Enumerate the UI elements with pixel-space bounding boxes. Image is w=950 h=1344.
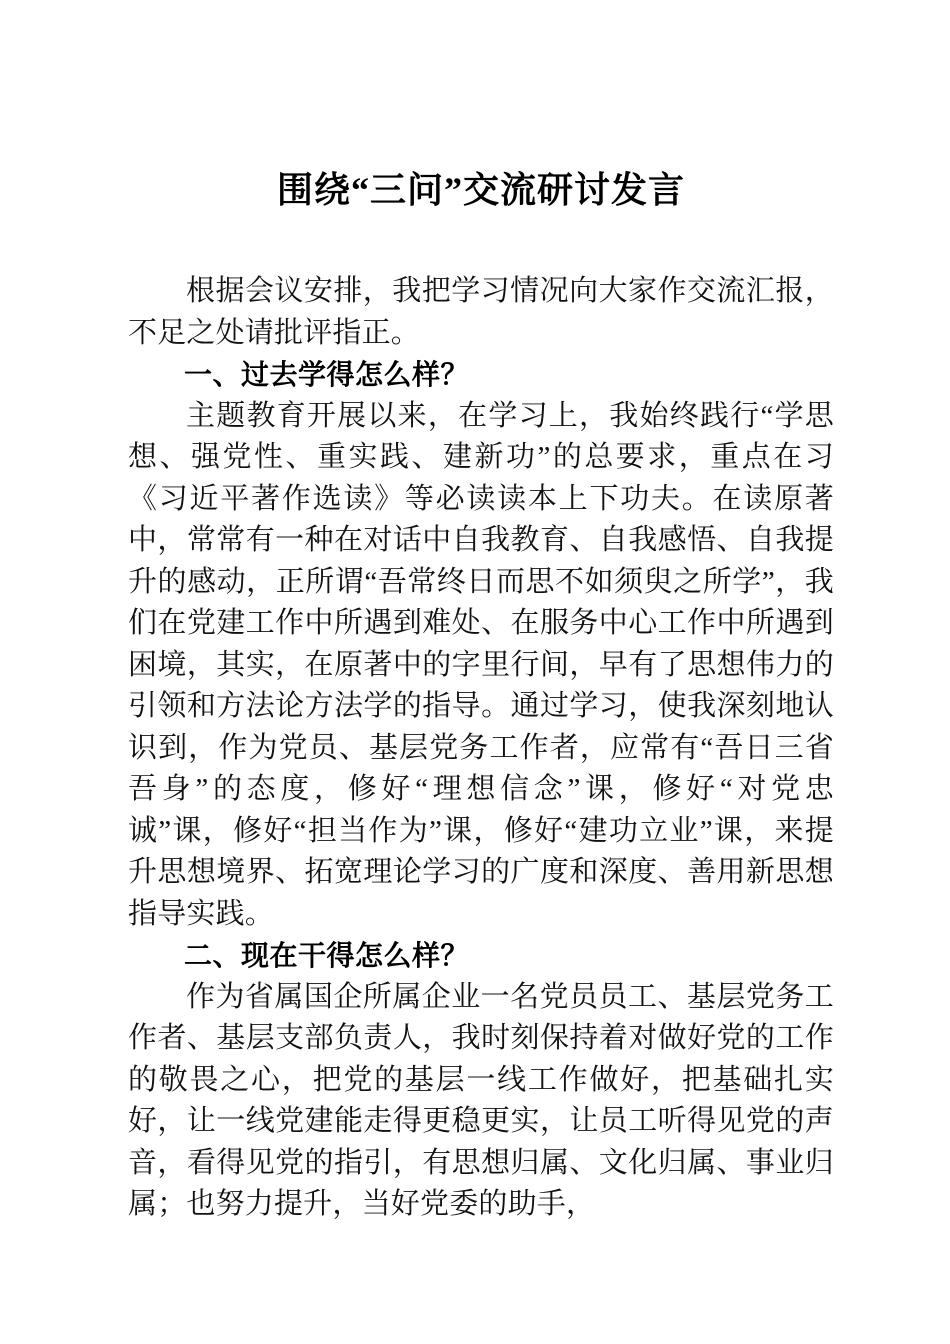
section-one-paragraph: 主题教育开展以来，在学习上，我始终践行“学思想、强党性、重实践、建新功”的总要求，重点在习《习近平著作选读》等必读读本上下功夫。在读原著中，常常有一种在对话中自我教育、自我感悟、自我提升的感动，正所谓“吾常终日而思不如须臾之所学”，我们在党建工作中所遇到难处、在服务中心工作中所遇到困境，其实，在原著中的字里行间，早有了思想伟力的引领和方法论方法学的指导。通过学习，使我深刻地认识到，作为党员、基层党务工作者，应常有“吾日三省吾身”的态度，修好“理想信念”课，修好“对党忠诚”课，修好“担当作为”课，修好“建功立业”课，来提升思想境界、拓宽理论学习的广度和深度、善用新思想指导实践。	[128, 399, 834, 930]
document-content	[128, 0, 834, 1226]
section-heading-one: 一、过去学得怎么样？	[184, 359, 470, 390]
intro-paragraph: 根据会议安排，我把学习情况向大家作交流汇报，不足之处请批评指正。	[128, 275, 834, 349]
page-title: 围绕“三问”交流研讨发言	[276, 170, 685, 210]
section-heading-two: 二、现在干得怎么样？	[184, 940, 470, 971]
section-two-paragraph: 作为省属国企所属企业一名党员员工、基层党务工作者、基层支部负责人，我时刻保持着对做好党的工作的敬畏之心，把党的基层一线工作做好，把基础扎实好，让一线党建能走得更稳更实，让员工听得见党的声音，看得见党的指引，有思想归属、文化归属、事业归属；也努力提升，当好党委的助手，	[128, 980, 834, 1220]
